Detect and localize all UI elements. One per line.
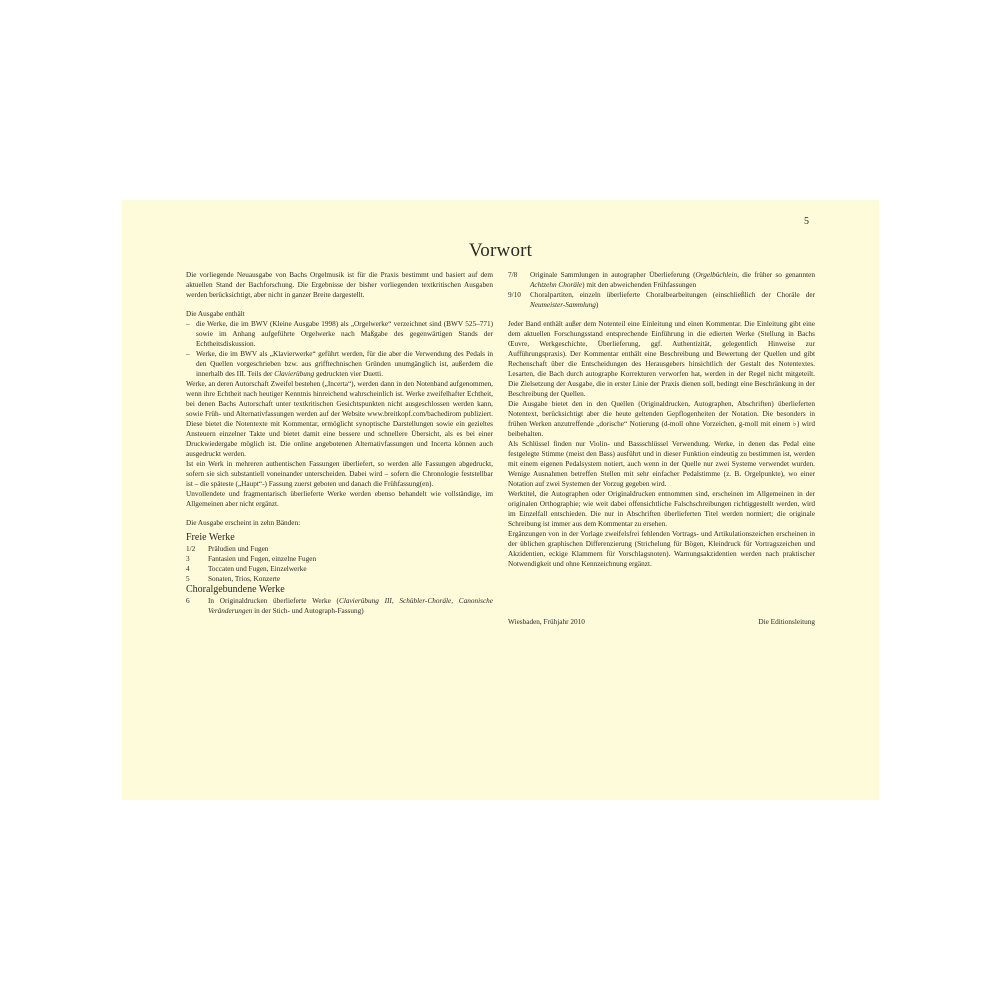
- fassungen-paragraph: Ist ein Werk in mehreren authentischen Fassungen überliefert, so werden alle Fassungen abgedruckt, sofern sie sich substantiell voneinander unterscheiden. Dabei wird – sofern die Chronologie feststellbar ist – die späteste („Haupt“-) Fassung zuerst geboten und danach die Frühfassung(en).: [186, 460, 493, 488]
- signature-line: [508, 617, 815, 627]
- volumes-heading: Die Ausgabe erscheint in zehn Bänden:: [186, 519, 301, 527]
- freie-werke-heading: Freie Werke: [186, 532, 235, 543]
- right-column: [508, 270, 815, 627]
- choralgebundene-werke-heading: Choralgebundene Werke: [186, 584, 285, 595]
- schluessel-paragraph: Als Schlüssel finden nur Violin- und Bassschlüssel Verwendung. Werke, in denen das Pedal eine festgelegte Stimme (meist den Bass) ausführt und in dieser Funktion eindeutig zu bestimmen ist, werden mit einem eigenen Pedalsystem notiert, auch wenn in der Quelle nur zwei Systeme verwendet wurden. Wenige Ausnahmen betreffen Stellen mit sehr einfacher Pedalstimme (z. B. Orgelpunkte), wo einer Notation auf zwei Systemen der Vorzug gegeben wird.: [508, 440, 815, 488]
- place-date: Wiesbaden, Frühjahr 2010: [508, 618, 585, 626]
- page-number: 5: [804, 216, 809, 227]
- volume-entry: 7/8 Originale Sammlungen in autographer Überlieferung (Orgelbüchlein, die früher so genannten Achtzehn Choräle) mit den abweichenden Frühfassungen: [508, 271, 815, 289]
- volume-entry: 4 Toccaten und Fugen, Einzelwerke: [186, 565, 307, 573]
- contents-item-klavierwerke: – Werke, die im BWV als „Klavierwerke“ geführt werden, für die aber die Verwendung des Pedals in den Quellen vorgeschrieben bzw. aus grifftechnischen Gründen unumgänglich ist, außerdem die innerhalb des III. Teils der Clavierübung gedruckten vier Duetti.: [186, 349, 493, 379]
- volume-entry: 3 Fantasien und Fugen, einzelne Fugen: [186, 555, 317, 563]
- werktitel-paragraph: Werktitel, die Autographen oder Originaldrucken entnommen sind, erscheinen im Allgemeinen in der originalen Orthographie; wie weit dabei offensichtliche Falschschreibungen richtiggestellt werden, wird im Einzelfall entschieden. Die nur in Abschriften überlieferten Titel werden normiert; die originale Schreibung ist immer aus dem Kommentar zu ersehen.: [508, 490, 815, 528]
- book-page: [122, 200, 879, 800]
- notentext-paragraph: Die Ausgabe bietet den in den Quellen (Originaldrucken, Autographen, Abschriften) überlieferten Notentext, berücksichtigt aber die heute geltenden Gepflogenheiten der Notation. Die besonders in frühen Werken anzutreffende „dorische“ Notierung (d-moll ohne Vorzeichen, g-moll mit einem ♭) wird beibehalten.: [508, 400, 815, 438]
- signature: Die Editionsleitung: [758, 618, 815, 626]
- left-column: [186, 270, 493, 616]
- volume-entry: 5 Sonaten, Trios, Konzerte: [186, 575, 281, 583]
- ergaenzungen-paragraph: Ergänzungen von in der Vorlage zweifelsfrei fehlenden Vortrags- und Artikulationszeichen erscheinen in der üblichen graphischen Differenzierung (Strichelung für Bögen, Kleindruck für Vortragszeichen und Akzidentien, eckige Klammern für Vorschlagsnoten). Warnungsakzidentien werden nach praktischer Notwendigkeit und ohne Kennzeichnung ergänzt.: [508, 530, 815, 568]
- contents-item-orgelwerke: – die Werke, die im BWV (Kleine Ausgabe 1998) als „Orgelwerke“ verzeichnet sind (BWV 525–771) sowie im Anhang aufgeführte Orgelwerke nach Maßgabe des gegenwärtigen Stands der Echtheitsdiskussion.: [186, 319, 493, 349]
- page-title: Vorwort: [468, 240, 533, 261]
- volume-entry: 9/10 Choralpartiten, einzeln überlieferte Choralbearbeitungen (einschließlich der Choräle der Neumeister-Sammlung): [508, 291, 815, 309]
- volume-entry: 1/2 Präludien und Fugen: [186, 545, 269, 553]
- band-paragraph: Jeder Band enthält außer dem Notenteil eine Einleitung und einen Kommentar. Die Einleitung gibt eine dem aktuellen Forschungsstand entsprechende Einführung in die edierten Werke (Stellung in Bachs Œuvre, Werkgeschichte, Überlieferung, ggf. Authentizität, gelegentlich Hinweise zur Aufführungspraxis). Der Kommentar enthält eine Beschreibung und Bewertung der Quellen und gibt Rechenschaft über die Entscheidungen des Herausgebers hinsichtlich der Gestalt des Notentextes. Lesarten, die Bach durch autographe Korrekturen verworfen hat, werden in der Regel nicht mitgeteilt. Die Zielsetzung der Ausgabe, die in erster Linie der Praxis dienen soll, bedingt eine Beschränkung in der Beschreibung der Quellen.: [508, 320, 815, 398]
- incerta-paragraph: Werke, an deren Autorschaft Zweifel bestehen („Incerta“), werden dann in den Notenband aufgenommen, wenn ihre Echtheit nach heutiger Kenntnis hinreichend wahrscheinlich ist. Werke zweifelhafter Echtheit, bei denen Bachs Autorschaft unter textkritischen Gesichtspunkten nicht ausgeschlossen werden kann, sowie Früh- und Alternativfassungen werden auf der Website www.breitkopf.com/bachedirom publiziert. Diese bietet die Notentexte mit Kommentar, ermöglicht synoptische Darstellungen sowie ein gezieltes Ansteuern einzelner Takte und bietet damit eine bessere und schnellere Übersicht, als es bei einer Druckwiedergabe möglich ist. Die online angebotenen Alternativfassungen und Incerta können auch ausgedruckt werden.: [186, 380, 493, 458]
- contents-heading: Die Ausgabe enthält: [186, 310, 245, 318]
- volume-entry: 6 In Originaldrucken überlieferte Werke (Clavierübung III, Schübler-Choräle, Canonische Veränderungen in der Stich- und Autograph-Fassung): [186, 597, 494, 615]
- intro-paragraph: Die vorliegende Neuausgabe von Bachs Orgelmusik ist für die Praxis bestimmt und basiert auf dem aktuellen Stand der Bachforschung. Die Ergebnisse der bisher vorliegenden textkritischen Ausgaben werden berücksichtigt, aber nicht in ganzer Breite dargestellt.: [186, 271, 493, 299]
- unvollendet-paragraph: Unvollendete und fragmentarisch überlieferte Werke werden ebenso behandelt wie vollständige, im Allgemeinen aber nicht ergänzt.: [186, 490, 493, 508]
